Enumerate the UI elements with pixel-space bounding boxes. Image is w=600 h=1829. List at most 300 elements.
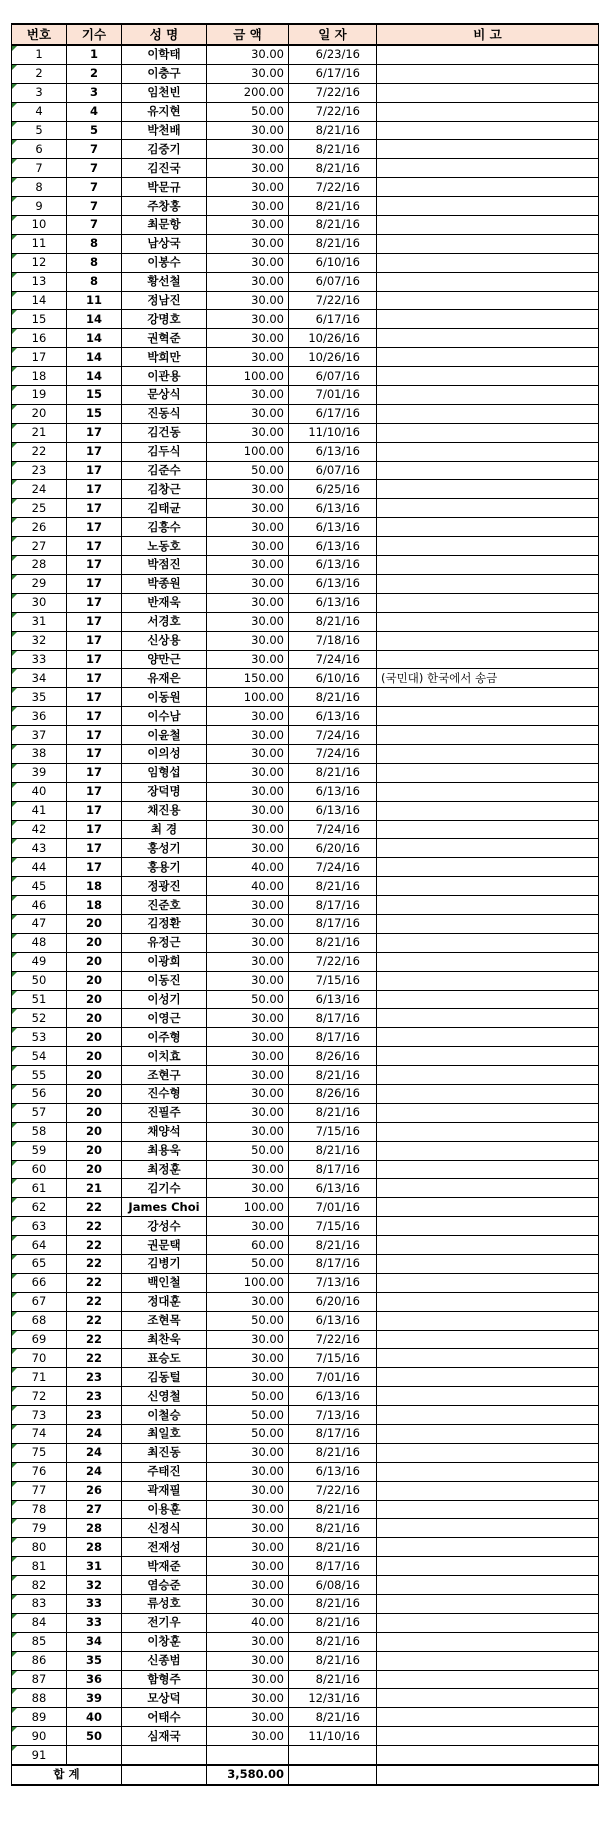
row-class: 20	[67, 1009, 122, 1028]
row-name: 이철승	[122, 1406, 207, 1425]
row-amount: 30.00	[207, 404, 289, 423]
row-name: 김진국	[122, 159, 207, 178]
row-note	[377, 253, 599, 272]
row-note	[377, 1632, 599, 1651]
row-name: 최일호	[122, 1425, 207, 1444]
row-class: 11	[67, 291, 122, 310]
row-number: 29	[12, 574, 67, 593]
row-date: 8/21/16	[289, 1632, 377, 1651]
row-class: 23	[67, 1387, 122, 1406]
row-class: 17	[67, 442, 122, 461]
row-amount: 30.00	[207, 253, 289, 272]
row-number: 68	[12, 1311, 67, 1330]
row-note	[377, 216, 599, 235]
row-note	[377, 1651, 599, 1670]
row-number: 72	[12, 1387, 67, 1406]
row-number: 65	[12, 1255, 67, 1274]
row-name: 최찬욱	[122, 1330, 207, 1349]
row-number: 28	[12, 556, 67, 575]
table-row	[12, 896, 599, 915]
row-amount: 100.00	[207, 367, 289, 386]
row-note	[377, 404, 599, 423]
row-note	[377, 499, 599, 518]
row-class: 18	[67, 877, 122, 896]
row-amount: 30.00	[207, 1632, 289, 1651]
row-number: 2	[12, 64, 67, 83]
row-amount: 30.00	[207, 45, 289, 64]
row-amount: 30.00	[207, 839, 289, 858]
row-date: 6/13/16	[289, 782, 377, 801]
row-amount: 30.00	[207, 952, 289, 971]
row-date: 8/17/16	[289, 1255, 377, 1274]
row-note	[377, 726, 599, 745]
row-note	[377, 64, 599, 83]
header-date: 일 자	[289, 24, 377, 45]
row-note	[377, 1009, 599, 1028]
row-number: 69	[12, 1330, 67, 1349]
row-number: 82	[12, 1576, 67, 1595]
row-amount: 50.00	[207, 1425, 289, 1444]
row-class: 33	[67, 1595, 122, 1614]
row-name: 박천배	[122, 121, 207, 140]
row-date: 8/21/16	[289, 1500, 377, 1519]
header-row	[12, 24, 599, 45]
row-date: 8/21/16	[289, 612, 377, 631]
row-number: 40	[12, 782, 67, 801]
row-date: 7/24/16	[289, 820, 377, 839]
row-date: 8/21/16	[289, 1651, 377, 1670]
row-date: 8/21/16	[289, 1538, 377, 1557]
table-row	[12, 291, 599, 310]
row-date: 7/15/16	[289, 971, 377, 990]
table-row	[12, 1311, 599, 1330]
row-number: 10	[12, 216, 67, 235]
row-name: 모상덕	[122, 1689, 207, 1708]
row-number: 18	[12, 367, 67, 386]
row-date: 6/13/16	[289, 556, 377, 575]
row-date: 7/24/16	[289, 726, 377, 745]
row-number: 34	[12, 669, 67, 688]
header-class: 기수	[67, 24, 122, 45]
row-date: 7/15/16	[289, 1122, 377, 1141]
table-row	[12, 272, 599, 291]
row-amount: 30.00	[207, 1009, 289, 1028]
row-class: 17	[67, 744, 122, 763]
table-row	[12, 593, 599, 612]
table-row	[12, 348, 599, 367]
table-row	[12, 1519, 599, 1538]
row-note	[377, 1387, 599, 1406]
table-row	[12, 574, 599, 593]
table-row	[12, 1557, 599, 1576]
row-note	[377, 1311, 599, 1330]
row-amount: 30.00	[207, 480, 289, 499]
row-class: 20	[67, 1047, 122, 1066]
row-number: 60	[12, 1160, 67, 1179]
row-note	[377, 631, 599, 650]
row-number: 73	[12, 1406, 67, 1425]
row-date: 7/22/16	[289, 952, 377, 971]
table-row	[12, 1160, 599, 1179]
table-row	[12, 914, 599, 933]
row-class: 26	[67, 1481, 122, 1500]
total-label: 합 계	[12, 1765, 122, 1785]
table-row	[12, 839, 599, 858]
row-note	[377, 801, 599, 820]
row-note	[377, 1103, 599, 1122]
row-note	[377, 1273, 599, 1292]
row-name: 이성기	[122, 990, 207, 1009]
row-date: 6/07/16	[289, 272, 377, 291]
row-date: 6/13/16	[289, 707, 377, 726]
row-note	[377, 1462, 599, 1481]
total-spacer	[122, 1765, 207, 1785]
row-name: 조현목	[122, 1311, 207, 1330]
row-date: 6/13/16	[289, 574, 377, 593]
row-date: 8/21/16	[289, 933, 377, 952]
header-number: 번호	[12, 24, 67, 45]
row-note	[377, 990, 599, 1009]
row-name: 장덕명	[122, 782, 207, 801]
row-name: 주창홍	[122, 197, 207, 216]
table-row	[12, 310, 599, 329]
row-note	[377, 1066, 599, 1085]
table-row	[12, 1273, 599, 1292]
row-date: 6/13/16	[289, 1179, 377, 1198]
row-amount: 30.00	[207, 801, 289, 820]
row-number: 84	[12, 1613, 67, 1632]
row-name: 이수남	[122, 707, 207, 726]
row-note	[377, 121, 599, 140]
row-amount: 30.00	[207, 1292, 289, 1311]
row-class: 7	[67, 178, 122, 197]
table-row	[12, 423, 599, 442]
table-row	[12, 1028, 599, 1047]
table-row	[12, 1349, 599, 1368]
row-number: 11	[12, 234, 67, 253]
row-name: 김중기	[122, 140, 207, 159]
row-date: 6/13/16	[289, 1462, 377, 1481]
row-number: 87	[12, 1670, 67, 1689]
row-number: 45	[12, 877, 67, 896]
row-class: 17	[67, 631, 122, 650]
row-class: 22	[67, 1255, 122, 1274]
row-amount: 30.00	[207, 782, 289, 801]
row-amount: 30.00	[207, 1217, 289, 1236]
row-amount: 60.00	[207, 1236, 289, 1255]
row-class: 8	[67, 234, 122, 253]
row-amount: 30.00	[207, 1651, 289, 1670]
row-name: 홍용기	[122, 858, 207, 877]
row-name: 김건동	[122, 423, 207, 442]
row-date: 6/13/16	[289, 442, 377, 461]
table-row	[12, 83, 599, 102]
row-note	[377, 1746, 599, 1765]
row-note	[377, 574, 599, 593]
row-amount: 30.00	[207, 1538, 289, 1557]
row-date	[289, 1746, 377, 1765]
row-number: 4	[12, 102, 67, 121]
row-number: 62	[12, 1198, 67, 1217]
row-name: 홍성기	[122, 839, 207, 858]
row-note	[377, 442, 599, 461]
row-number: 6	[12, 140, 67, 159]
row-number: 63	[12, 1217, 67, 1236]
row-amount: 30.00	[207, 1368, 289, 1387]
row-class: 28	[67, 1519, 122, 1538]
row-name: 함형주	[122, 1670, 207, 1689]
table-header	[12, 24, 599, 45]
row-number: 32	[12, 631, 67, 650]
row-name: 황선철	[122, 272, 207, 291]
table-row	[12, 556, 599, 575]
row-name: 임형섭	[122, 763, 207, 782]
row-amount: 30.00	[207, 121, 289, 140]
row-amount: 30.00	[207, 1519, 289, 1538]
table-row	[12, 1425, 599, 1444]
row-note	[377, 310, 599, 329]
row-name: 이주형	[122, 1028, 207, 1047]
table-row	[12, 631, 599, 650]
row-note	[377, 593, 599, 612]
row-amount: 30.00	[207, 1122, 289, 1141]
row-class: 28	[67, 1538, 122, 1557]
row-class: 24	[67, 1462, 122, 1481]
table-row	[12, 763, 599, 782]
row-number: 25	[12, 499, 67, 518]
row-note	[377, 1595, 599, 1614]
row-note	[377, 178, 599, 197]
row-amount: 30.00	[207, 1028, 289, 1047]
row-amount: 30.00	[207, 593, 289, 612]
row-date: 8/21/16	[289, 140, 377, 159]
row-amount: 30.00	[207, 1727, 289, 1746]
row-class: 17	[67, 480, 122, 499]
row-class: 17	[67, 612, 122, 631]
row-date: 8/21/16	[289, 1066, 377, 1085]
row-number: 57	[12, 1103, 67, 1122]
table-row	[12, 1217, 599, 1236]
row-amount: 50.00	[207, 1141, 289, 1160]
row-name: 박재준	[122, 1557, 207, 1576]
row-date: 8/21/16	[289, 1670, 377, 1689]
row-class: 20	[67, 1160, 122, 1179]
table-row	[12, 990, 599, 1009]
table-row	[12, 404, 599, 423]
row-note	[377, 650, 599, 669]
row-note	[377, 1443, 599, 1462]
table-row	[12, 461, 599, 480]
table-footer	[12, 1765, 599, 1785]
row-note	[377, 1689, 599, 1708]
row-date: 6/17/16	[289, 64, 377, 83]
row-date: 8/21/16	[289, 1443, 377, 1462]
row-amount: 100.00	[207, 442, 289, 461]
row-date: 7/15/16	[289, 1217, 377, 1236]
row-number: 42	[12, 820, 67, 839]
table-row	[12, 669, 599, 688]
table-row	[12, 744, 599, 763]
row-number: 51	[12, 990, 67, 1009]
table-row	[12, 1255, 599, 1274]
row-name: 김준수	[122, 461, 207, 480]
row-class: 22	[67, 1330, 122, 1349]
table-row	[12, 1292, 599, 1311]
row-name: 심재국	[122, 1727, 207, 1746]
row-number: 16	[12, 329, 67, 348]
row-note	[377, 1198, 599, 1217]
row-number: 41	[12, 801, 67, 820]
row-name: 백인철	[122, 1273, 207, 1292]
row-number: 89	[12, 1708, 67, 1727]
row-class: 31	[67, 1557, 122, 1576]
row-date: 8/21/16	[289, 877, 377, 896]
row-amount: 30.00	[207, 1481, 289, 1500]
row-name: 진동식	[122, 404, 207, 423]
row-number: 85	[12, 1632, 67, 1651]
row-note	[377, 820, 599, 839]
row-number: 48	[12, 933, 67, 952]
total-row	[12, 1765, 599, 1785]
row-number: 86	[12, 1651, 67, 1670]
row-date: 6/13/16	[289, 801, 377, 820]
row-note	[377, 272, 599, 291]
row-note	[377, 612, 599, 631]
row-note	[377, 858, 599, 877]
row-name: 권문택	[122, 1236, 207, 1255]
row-number: 61	[12, 1179, 67, 1198]
row-name: 이충구	[122, 64, 207, 83]
row-amount: 30.00	[207, 197, 289, 216]
row-amount: 30.00	[207, 537, 289, 556]
row-amount	[207, 1746, 289, 1765]
row-class: 15	[67, 404, 122, 423]
row-number: 81	[12, 1557, 67, 1576]
row-name: 류성호	[122, 1595, 207, 1614]
row-class: 17	[67, 688, 122, 707]
row-number: 37	[12, 726, 67, 745]
row-class: 36	[67, 1670, 122, 1689]
row-name: 이관용	[122, 367, 207, 386]
row-amount: 50.00	[207, 102, 289, 121]
row-number: 12	[12, 253, 67, 272]
row-date: 6/07/16	[289, 367, 377, 386]
table-row	[12, 612, 599, 631]
row-note	[377, 1047, 599, 1066]
row-name: 김태균	[122, 499, 207, 518]
table-row	[12, 1500, 599, 1519]
row-class: 22	[67, 1236, 122, 1255]
row-class: 17	[67, 858, 122, 877]
row-number: 33	[12, 650, 67, 669]
row-note	[377, 971, 599, 990]
row-number: 58	[12, 1122, 67, 1141]
row-amount: 30.00	[207, 726, 289, 745]
row-class: 1	[67, 45, 122, 64]
table-row	[12, 650, 599, 669]
row-date: 8/21/16	[289, 1708, 377, 1727]
row-name: 신정식	[122, 1519, 207, 1538]
row-note	[377, 782, 599, 801]
row-number: 36	[12, 707, 67, 726]
row-amount: 30.00	[207, 291, 289, 310]
row-class: 22	[67, 1217, 122, 1236]
row-number: 50	[12, 971, 67, 990]
row-name: 양만근	[122, 650, 207, 669]
row-class: 17	[67, 574, 122, 593]
row-number: 7	[12, 159, 67, 178]
row-note	[377, 348, 599, 367]
row-name: 임천빈	[122, 83, 207, 102]
row-date: 6/25/16	[289, 480, 377, 499]
row-class: 17	[67, 593, 122, 612]
table-row	[12, 782, 599, 801]
table-row	[12, 480, 599, 499]
row-note	[377, 329, 599, 348]
row-class: 4	[67, 102, 122, 121]
table-row	[12, 1066, 599, 1085]
row-date: 7/13/16	[289, 1273, 377, 1292]
row-name: 최 경	[122, 820, 207, 839]
row-amount: 30.00	[207, 216, 289, 235]
row-date: 8/21/16	[289, 197, 377, 216]
row-note	[377, 1292, 599, 1311]
table-row	[12, 1727, 599, 1746]
table-row	[12, 1330, 599, 1349]
row-name: 김정환	[122, 914, 207, 933]
row-class: 14	[67, 329, 122, 348]
row-date: 8/26/16	[289, 1084, 377, 1103]
row-number: 22	[12, 442, 67, 461]
row-class: 17	[67, 820, 122, 839]
row-amount: 30.00	[207, 896, 289, 915]
row-name: 진필주	[122, 1103, 207, 1122]
row-amount: 30.00	[207, 1066, 289, 1085]
row-class: 22	[67, 1292, 122, 1311]
row-date: 6/08/16	[289, 1576, 377, 1595]
table-row	[12, 518, 599, 537]
row-name: 주태진	[122, 1462, 207, 1481]
row-amount: 30.00	[207, 329, 289, 348]
row-date: 8/21/16	[289, 121, 377, 140]
row-amount: 40.00	[207, 1613, 289, 1632]
row-name: 김동털	[122, 1368, 207, 1387]
row-name: 권혁준	[122, 329, 207, 348]
row-name: 이의성	[122, 744, 207, 763]
table-row	[12, 442, 599, 461]
row-name: 유재은	[122, 669, 207, 688]
row-date: 7/22/16	[289, 291, 377, 310]
row-date: 7/22/16	[289, 83, 377, 102]
row-amount: 30.00	[207, 1670, 289, 1689]
table-row	[12, 329, 599, 348]
row-amount: 30.00	[207, 159, 289, 178]
row-date: 6/17/16	[289, 310, 377, 329]
table-row	[12, 1651, 599, 1670]
row-name: 최용욱	[122, 1141, 207, 1160]
header-note: 비 고	[377, 24, 599, 45]
row-date: 8/17/16	[289, 1009, 377, 1028]
donation-table	[11, 23, 599, 1786]
row-note	[377, 423, 599, 442]
row-class: 7	[67, 216, 122, 235]
row-name: 김기수	[122, 1179, 207, 1198]
row-amount: 30.00	[207, 1160, 289, 1179]
row-number: 20	[12, 404, 67, 423]
total-note-empty	[377, 1765, 599, 1785]
row-note	[377, 386, 599, 405]
row-note	[377, 1500, 599, 1519]
